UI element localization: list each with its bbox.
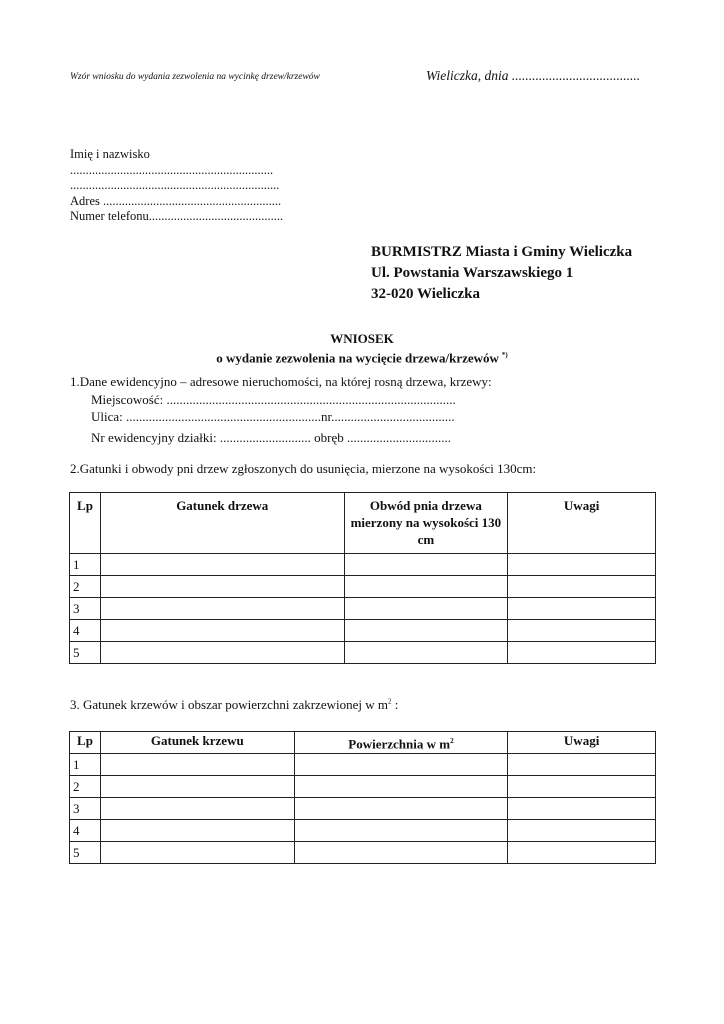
shrubs-table [69, 731, 656, 864]
recipient-office [371, 242, 632, 305]
office-name: BURMISTRZ Miasta i Gminy Wieliczka [371, 244, 633, 260]
footnote-mark: *) [501, 351, 508, 359]
circumference-cell[interactable] [344, 598, 508, 620]
col-header-lp: Lp [70, 732, 101, 754]
table-row [70, 620, 656, 642]
col-header-trunk-circumference: Obwód pnia drzewa mierzony na wysokości 130 cm [344, 493, 508, 554]
superscript-2: 2 [388, 697, 392, 706]
col-header-notes: Uwagi [508, 493, 656, 554]
town-field: Miejscowość: ......................................................................................... [91, 391, 456, 407]
notes-cell[interactable] [508, 554, 656, 576]
shrub-species-cell[interactable] [100, 798, 294, 820]
notes-cell[interactable] [508, 754, 656, 776]
table-header-row [70, 732, 656, 754]
row-number: 3 [70, 598, 101, 620]
notes-cell[interactable] [508, 842, 656, 864]
section-1-heading: 1.Dane ewidencyjno – adresowe nieruchomości, na której rosną drzewa, krzewy: [70, 374, 492, 389]
area-cell[interactable] [294, 754, 508, 776]
applicant-name-line: ................................................................... [70, 178, 280, 192]
title-main: WNIOSEK [330, 331, 394, 346]
section-1 [70, 373, 492, 446]
row-number: 4 [70, 620, 101, 642]
table-row [70, 842, 656, 864]
col-header-notes: Uwagi [508, 732, 656, 754]
section-3-heading-colon: : [394, 697, 399, 712]
area-cell[interactable] [294, 842, 508, 864]
office-postcode: 32-020 Wieliczka [371, 286, 481, 302]
trees-table [69, 492, 656, 664]
circumference-cell[interactable] [344, 642, 508, 664]
col-header-area [294, 732, 508, 754]
applicant-block [70, 147, 283, 225]
document-title [0, 331, 724, 366]
area-header-text: Powierzchnia w m [348, 736, 451, 752]
applicant-name-line: ................................................................. [70, 162, 274, 177]
notes-cell[interactable] [508, 820, 656, 842]
row-number: 2 [70, 576, 101, 598]
notes-cell[interactable] [508, 598, 656, 620]
applicant-name-label: Imię i nazwisko [70, 147, 150, 161]
row-number: 2 [70, 776, 101, 798]
shrub-species-cell[interactable] [100, 820, 294, 842]
col-header-shrub-species: Gatunek krzewu [100, 732, 294, 754]
area-cell[interactable] [294, 820, 508, 842]
row-number: 5 [70, 642, 101, 664]
col-header-tree-species: Gatunek drzewa [100, 493, 344, 554]
col-header-lp: Lp [70, 493, 101, 554]
table-row [70, 554, 656, 576]
title-sub-text: o wydanie zezwolenia na wycięcie drzewa/krzewów [216, 350, 499, 366]
superscript-2: 2 [450, 737, 454, 745]
tree-species-cell[interactable] [100, 576, 344, 598]
notes-cell[interactable] [508, 642, 656, 664]
table-row [70, 576, 656, 598]
notes-cell[interactable] [508, 620, 656, 642]
table-row [70, 776, 656, 798]
row-number: 4 [70, 820, 101, 842]
office-street: Ul. Powstania Warszawskiego 1 [371, 265, 574, 281]
notes-cell[interactable] [508, 776, 656, 798]
table-row [70, 642, 656, 664]
table-row [70, 754, 656, 776]
place-date-field: Wieliczka, dnia ...................................... [426, 68, 641, 83]
title-sub [0, 347, 724, 366]
shrub-species-cell[interactable] [100, 842, 294, 864]
section-3-heading [70, 697, 398, 713]
notes-cell[interactable] [508, 798, 656, 820]
tree-species-cell[interactable] [100, 598, 344, 620]
area-cell[interactable] [294, 776, 508, 798]
tree-species-cell[interactable] [100, 620, 344, 642]
shrub-species-cell[interactable] [100, 776, 294, 798]
table-row [70, 798, 656, 820]
section-2-heading: 2.Gatunki i obwody pni drzew zgłoszonych do usunięcia, mierzone na wysokości 130cm: [70, 461, 537, 476]
circumference-cell[interactable] [344, 620, 508, 642]
form-template-title: Wzór wniosku do wydania zezwolenia na wycinkę drzew/krzewów [70, 72, 320, 82]
circumference-cell[interactable] [344, 554, 508, 576]
shrub-species-cell[interactable] [100, 754, 294, 776]
row-number: 1 [70, 554, 101, 576]
parcel-field: Nr ewidencyjny działki: ............................ obręb ................................ [91, 429, 451, 445]
tree-species-cell[interactable] [100, 642, 344, 664]
circumference-cell[interactable] [344, 576, 508, 598]
street-field: Ulica: ............................................................nr...................................... [91, 409, 455, 424]
section-3-heading-text: 3. Gatunek krzewów i obszar powierzchni zakrzewionej w m [70, 697, 389, 712]
row-number: 5 [70, 842, 101, 864]
row-number: 1 [70, 754, 101, 776]
table-row [70, 598, 656, 620]
area-cell[interactable] [294, 798, 508, 820]
table-row [70, 820, 656, 842]
tree-species-cell[interactable] [100, 554, 344, 576]
row-number: 3 [70, 798, 101, 820]
notes-cell[interactable] [508, 576, 656, 598]
applicant-phone-field: Numer telefonu........................................... [70, 209, 284, 223]
applicant-address-field: Adres ......................................................... [70, 193, 282, 208]
table-header-row [70, 493, 656, 554]
